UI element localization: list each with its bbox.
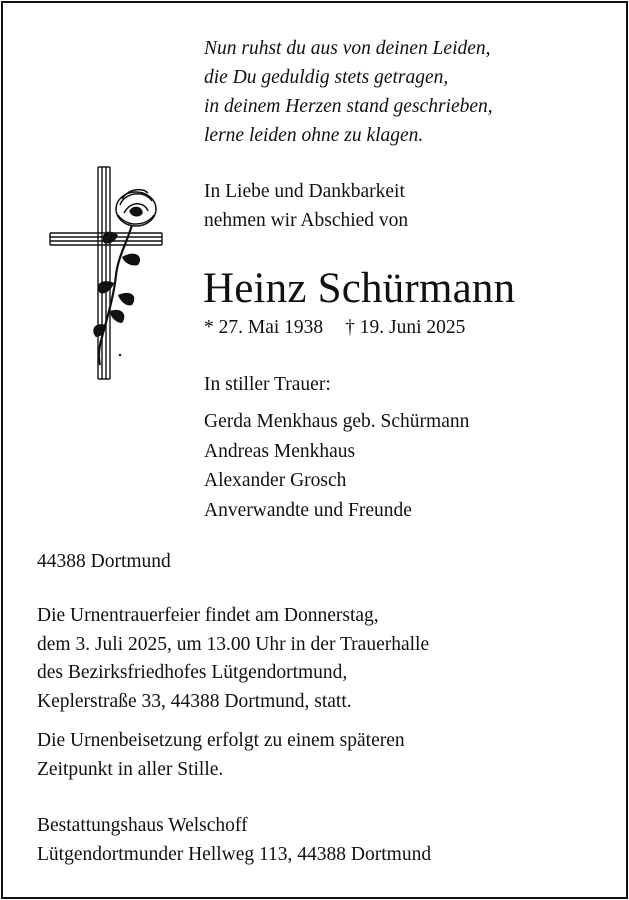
poem-line: lerne leiden ohne zu klagen. xyxy=(204,125,424,146)
ceremony-line: des Bezirksfriedhofes Lütgendortmund, xyxy=(37,662,348,683)
cross-with-rose-icon xyxy=(48,165,174,381)
city-line: 44388 Dortmund xyxy=(37,551,171,572)
farewell-text xyxy=(204,177,408,235)
ceremony-line: dem 3. Juli 2025, um 13.00 Uhr in der Trauerhalle xyxy=(37,633,430,655)
death-date: † 19. Juni 2025 xyxy=(345,317,466,338)
farewell-line: In Liebe und Dankbarkeit xyxy=(204,181,405,202)
farewell-line: nehmen wir Abschied von xyxy=(204,210,409,231)
burial-line: Die Urnenbeisetzung erfolgt zu einem späteren xyxy=(37,730,405,751)
life-dates xyxy=(204,314,465,342)
mourner-name: Andreas Menkhaus xyxy=(204,440,356,462)
deceased-name: Heinz Schürmann xyxy=(203,265,516,312)
burial-line: Zeitpunkt in aller Stille. xyxy=(37,759,224,780)
mourners-list xyxy=(204,407,469,525)
poem-line: Nun ruhst du aus von deinen Leiden, xyxy=(204,38,491,59)
funeral-home-name: Bestattungshaus Welschoff xyxy=(37,815,248,836)
burial-info xyxy=(37,726,405,784)
mourner-name: Gerda Menkhaus geb. Schürmann xyxy=(204,411,470,432)
funeral-home-info xyxy=(37,811,431,869)
mourner-name: Anverwandte und Freunde xyxy=(204,499,412,521)
mourning-heading: In stiller Trauer: xyxy=(204,374,331,395)
ceremony-info xyxy=(37,602,429,716)
ceremony-line: Die Urnentrauerfeier findet am Donnerstag, xyxy=(37,605,379,626)
poem xyxy=(204,34,614,150)
mourner-name: Alexander Grosch xyxy=(204,470,347,491)
funeral-home-address: Lütgendortmunder Hellweg 113, 44388 Dortmund xyxy=(37,844,432,865)
ceremony-line: Keplerstraße 33, 44388 Dortmund, statt. xyxy=(37,690,352,712)
poem-line: in deinem Herzen stand geschrieben, xyxy=(204,96,493,117)
birth-date: * 27. Mai 1938 xyxy=(204,317,324,338)
poem-line: die Du geduldig stets getragen, xyxy=(204,67,449,88)
